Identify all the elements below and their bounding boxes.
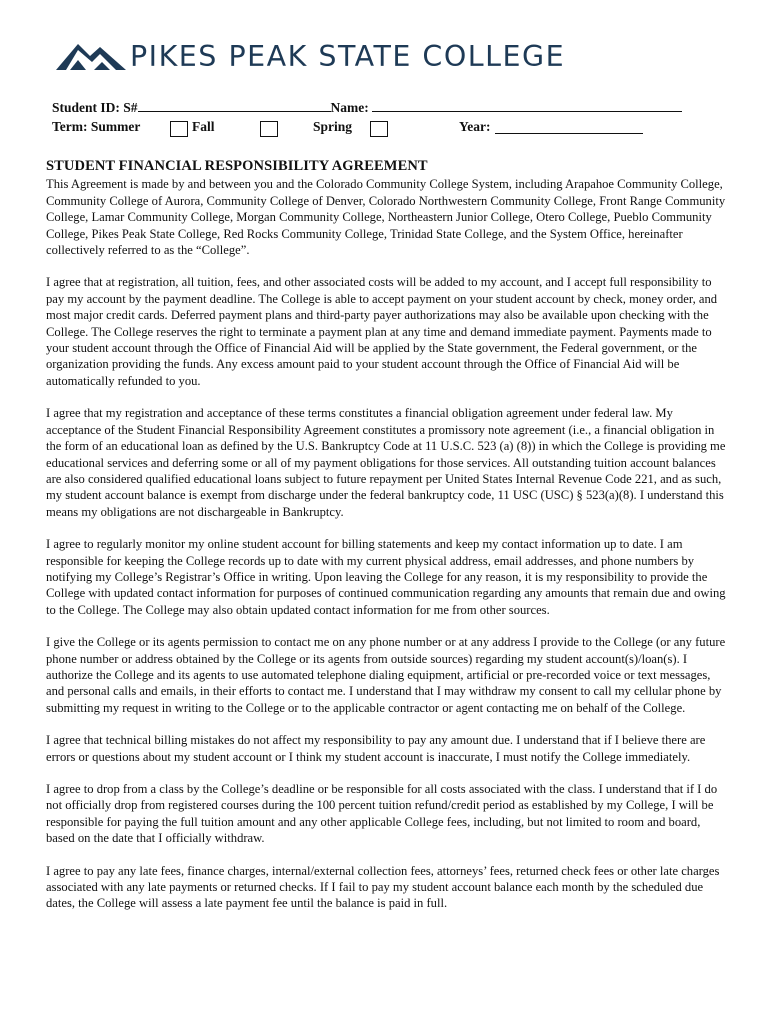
- term-summer-label: Term: Summer: [52, 119, 141, 134]
- term-row: [52, 119, 692, 139]
- page-header: [56, 38, 716, 74]
- fall-label: Fall: [192, 119, 215, 134]
- spring-checkbox[interactable]: [370, 121, 388, 137]
- agreement-paragraph: I agree to pay any late fees, finance charges, internal/external collection fees, attorneys’ fees, returned check fees or other late charges associated with any late payments or returned checks. If I fail to pay my student account balance each month by the scheduled due dates, the College will assess a late payment fee until the balance is paid in full.: [46, 863, 720, 911]
- agreement-title: STUDENT FINANCIAL RESPONSIBILITY AGREEMENT: [46, 158, 428, 174]
- agreement-paragraph: I agree to drop from a class by the College’s deadline or be responsible for all costs associated with the class. I understand that if I do not officially drop from registered courses during the 100 percent tuition refund/credit period as established by my College, I will be responsible for paying the full tuition amount and any other applicable College fees, including, but not limited to room and board, based on the date that I officially withdraw.: [46, 782, 718, 846]
- college-name: PIKES PEAK STATE COLLEGE: [130, 39, 566, 73]
- agreement-paragraph: I agree to regularly monitor my online student account for billing statements and keep my contact information up to date. I am responsible for keeping the College records up to date with my current physical address, email addresses, and phone numbers by notifying my College’s Registrar’s Office in writing. Upon leaving the College for any reason, it is my responsibility to provide the College with updated contact information for purposes of continued communication regarding any amounts that remain due and owing to the College. The College may also obtain updated contact information for me from other sources.: [46, 537, 726, 617]
- agreement-paragraph: I agree that my registration and acceptance of these terms constitutes a financial obligation agreement under federal law. My acceptance of the Student Financial Responsibility Agreement constitutes a promissory note agreement (i.e., a financial obligation in the form of an educational loan as defined by the U.S. Bankruptcy Code at 11 U.S.C. 523 (a) (8)) in which the College is providing me educational services and deferring some or all of my payment obligations for those services. All outstanding tuition account balances are also considered qualified educational loans subject to future repayment per United States Internal Revenue Code 221, and as such, my student account balance is exempt from discharge under the federal bankruptcy code, 11 USC (USC) § 523(a)(8). I understand this means my obligations are not dischargeable in Bankruptcy.: [46, 406, 726, 519]
- spring-label: Spring: [313, 119, 353, 134]
- student-id-field[interactable]: [138, 97, 331, 112]
- agreement-paragraph: This Agreement is made by and between you and the Colorado Community College System, including Arapahoe Community College, Community College of Aurora, Community College of Denver, Colorado Northwestern Community College, Front Range Community College, Lamar Community College, Morgan Community College, Northeastern Junior College, Otero College, Pueblo Community College, Pikes Peak State College, Red Rocks Community College, Trinidad State College, and the System Office, hereinafter collectively referred to as the “College”.: [46, 177, 726, 258]
- agreement-paragraph: I give the College or its agents permission to contact me on any phone number or at any address I provide to the College (or any future phone number or address obtained by the College or its agents from outside sources) regarding my student account(s)/loan(s). I authorize the College and its agents to use automated telephone dialing equipment, artificial or pre-recorded voice or text messages, and personal calls and emails, in their efforts to contact me. I understand that I may withdraw my consent to call my cellular phone by submitting my request in writing to the College or to the applicable contractor or agent contacting me on behalf of the College.: [46, 635, 726, 715]
- year-label: Year:: [459, 119, 491, 134]
- student-id-label: Student ID: S#: [52, 100, 138, 115]
- name-label: Name:: [330, 100, 369, 115]
- agreement-paragraph: I agree that at registration, all tuition, fees, and other associated costs will be added to my account, and I accept full responsibility to pay my account by the payment deadline. The College is able to accept payment on your student account by check, money order, and most major credit cards. Deferred payment plans and third-party payer authorizations may also be available upon checking with the College. The College reserves the right to terminate a payment plan at any time and demand immediate payment. Payments made to your student account through the Office of Financial Aid will be applied by the State government, the Federal government, or the organization providing the funds. Any excess amount paid to your student account through the Office of Financial Aid will be automatically refunded to you.: [46, 275, 718, 388]
- mountain-logo-icon: [56, 40, 126, 72]
- agreement-paragraph: I agree that technical billing mistakes do not affect my responsibility to pay any amount due. I understand that if I believe there are errors or questions about my student account or I think my student account is inaccurate, I must notify the College immediately.: [46, 733, 706, 764]
- student-id-name-row: [52, 97, 682, 116]
- name-field[interactable]: [372, 97, 682, 112]
- agreement-body: [46, 158, 726, 928]
- fall-checkbox[interactable]: [260, 121, 278, 137]
- summer-checkbox[interactable]: [170, 121, 188, 137]
- year-field[interactable]: [495, 119, 643, 134]
